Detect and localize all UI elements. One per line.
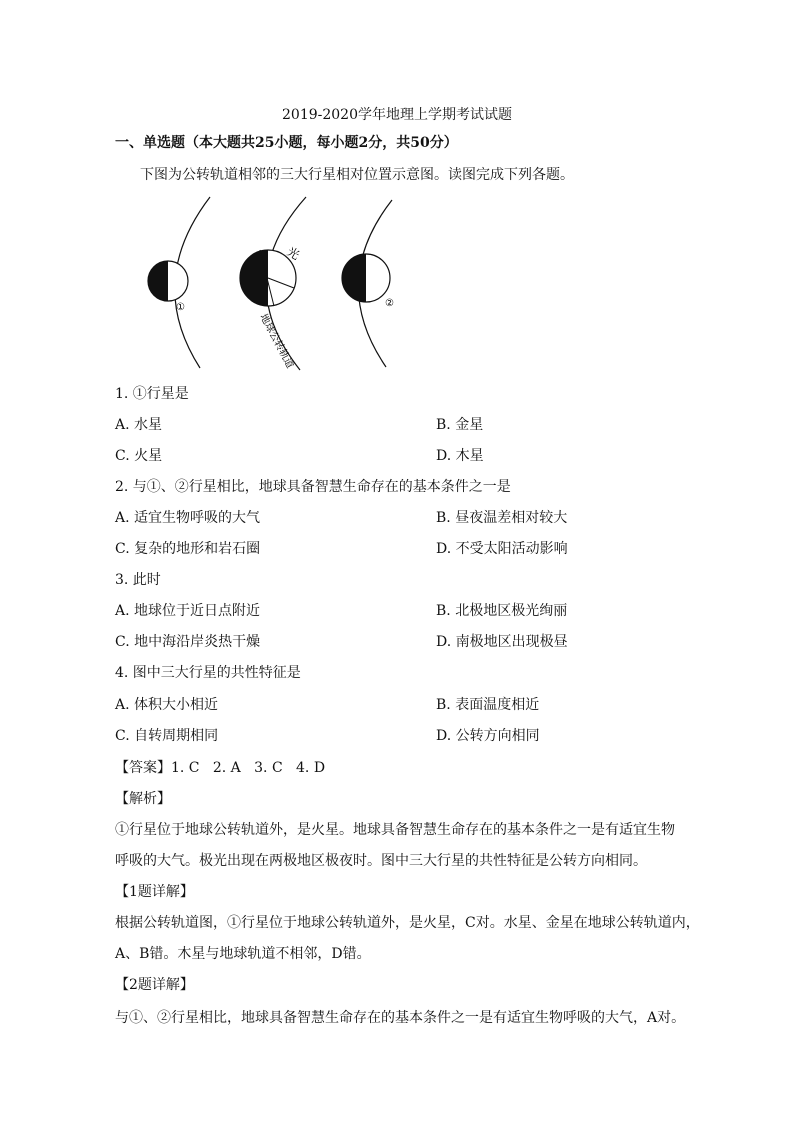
- detail-1-line-1: 根据公转轨道图，①行星位于地球公转轨道外，是火星，C对。水星、金星在地球公转轨道内，: [115, 915, 700, 931]
- planet-2-label: ②: [385, 298, 394, 309]
- question-2-option-c: C. 复杂的地形和岩石圈: [115, 541, 261, 557]
- planet-1-night: [148, 261, 168, 301]
- orbit-label: 地球公转轨道: [257, 312, 296, 371]
- analysis-label: 【解析】: [115, 791, 171, 807]
- answer-text: 1. C 2. A 3. C 4. D: [171, 760, 326, 776]
- question-1-stem: 1. ①行星是: [115, 386, 189, 402]
- sun-glyph: 光: [284, 244, 302, 263]
- question-3-option-c: C. 地中海沿岸炎热干燥: [115, 634, 261, 650]
- question-2-option-d: D. 不受太阳活动影响: [436, 541, 568, 557]
- page-title: 2019-2020学年地理上学期考试试题: [282, 107, 512, 123]
- question-4-stem: 4. 图中三大行星的共性特征是: [115, 665, 301, 681]
- question-3-option-a: A. 地球位于近日点附近: [115, 603, 261, 619]
- question-4-option-a: A. 体积大小相近: [115, 697, 219, 713]
- detail-1-line-2: A、B错。木星与地球轨道不相邻，D错。: [115, 946, 371, 962]
- analysis-line-2: 呼吸的大气。极光出现在两极地区极夜时。图中三大行星的共性特征是公转方向相同。: [115, 853, 647, 869]
- section-heading: 一、单选题（本大题共25小题，每小题2分，共50分）: [115, 135, 458, 151]
- question-2-option-a: A. 适宜生物呼吸的大气: [115, 510, 261, 526]
- planet-2-night: [342, 254, 366, 302]
- question-2-option-b: B. 昼夜温差相对较大: [436, 510, 568, 526]
- detail-1-label: 【1题详解】: [115, 884, 194, 900]
- orbit-diagram: [140, 192, 410, 372]
- question-1-option-c: C. 火星: [115, 448, 163, 464]
- planet-1-label: ①: [176, 302, 185, 313]
- answer-row: [115, 759, 325, 777]
- detail-2-label: 【2题详解】: [115, 977, 194, 993]
- question-1-option-d: D. 木星: [436, 448, 484, 464]
- planet-orbit-figure: [140, 192, 410, 372]
- question-3-stem: 3. 此时: [115, 572, 161, 588]
- detail-2-line-1: 与①、②行星相比，地球具备智慧生命存在的基本条件之一是有适宜生物呼吸的大气，A对。: [115, 1010, 686, 1026]
- question-4-option-c: C. 自转周期相同: [115, 728, 219, 744]
- question-2-stem: 2. 与①、②行星相比，地球具备智慧生命存在的基本条件之一是: [115, 479, 511, 495]
- question-3-option-d: D. 南极地区出现极昼: [436, 634, 568, 650]
- question-4-option-b: B. 表面温度相近: [436, 697, 540, 713]
- intro-text: 下图为公转轨道相邻的三大行星相对位置示意图。读图完成下列各题。: [140, 167, 574, 183]
- analysis-line-1: ①行星位于地球公转轨道外，是火星。地球具备智慧生命存在的基本条件之一是有适宜生物: [115, 822, 675, 838]
- question-1-option-b: B. 金星: [436, 417, 484, 433]
- question-4-option-d: D. 公转方向相同: [436, 728, 540, 744]
- question-1-option-a: A. 水星: [115, 417, 163, 433]
- question-3-option-b: B. 北极地区极光绚丽: [436, 603, 568, 619]
- answer-label: 【答案】: [115, 760, 171, 776]
- earth-night: [240, 250, 268, 306]
